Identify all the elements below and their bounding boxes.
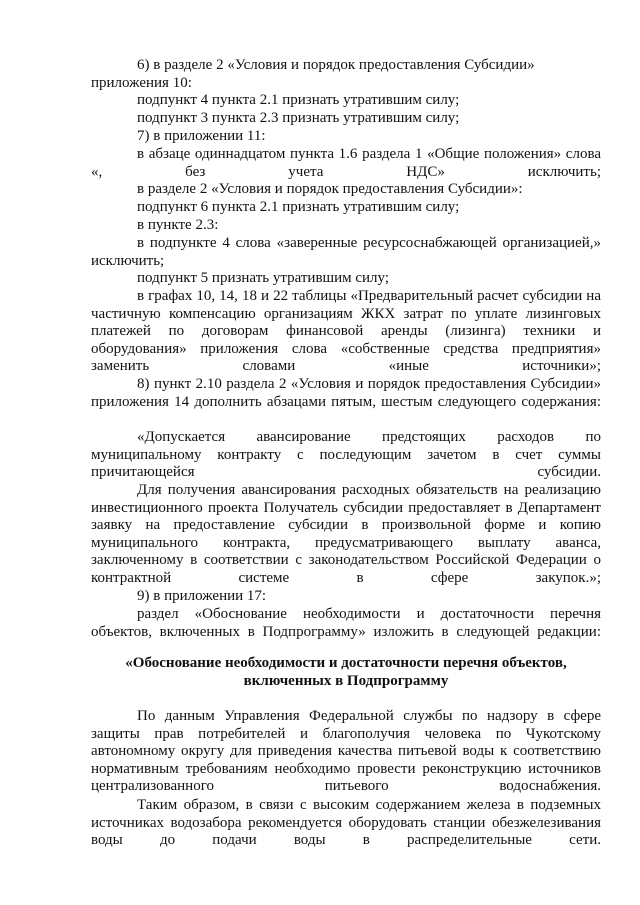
paragraph-advance-procedure: Для получения авансирования расходных обязательств на реализацию инвестиционного проекта Получатель субсидии предоставляет в Департамент заявку на предоставление субсидии в произвольной форме и копию муниципального контракта, предусматривающего выплату аванса, заключенному в соответствии с законодательством Российской Федерации о контрактной системе в сфере закупок.»; bbox=[91, 482, 601, 586]
paragraph-point-2-3: в пункте 2.3: bbox=[137, 217, 219, 233]
paragraph-section2-conditions: в разделе 2 «Условия и порядок предоставления Субсидии»: bbox=[137, 181, 523, 197]
paragraph-subpoint-4-2-1: подпункт 4 пункта 2.1 признать утратившим силу; bbox=[137, 92, 460, 108]
paragraph-abzac-11: в абзаце одиннадцатом пункта 1.6 раздела 1 «Общие положения» слова «, без учета НДС» исключить; bbox=[91, 146, 601, 180]
paragraph-9-app17: 9) в приложении 17: bbox=[137, 588, 267, 604]
paragraph-subpoint-5: подпункт 5 признать утратившим силу; bbox=[137, 270, 389, 286]
paragraph-6-section2-app10: 6) в разделе 2 «Условия и порядок предоставления Субсидии» приложения 10: bbox=[91, 57, 535, 91]
paragraph-7-app11: 7) в приложении 11: bbox=[137, 128, 266, 144]
body-paragraph-rospotrebnadzor: По данным Управления Федеральной службы по надзору в сфере защиты прав потребителей и благополучия человека по Чукотскому автономному округу для приведения качества питьевой воды к соответствию нормативным требованиям необходимо провести реконструкцию источников централизованного питьевого водоснабжения. bbox=[91, 708, 601, 795]
paragraph-table-columns: в графах 10, 14, 18 и 22 таблицы «Предварительный расчет субсидии на частичную компенсацию организациям ЖКХ затрат по уплате лизинговых платежей по договорам финансовой аренды (лизинга) техники и оборудования» приложения слова «собственные средства предприятия» заменить словами «иные источники»; bbox=[91, 288, 601, 375]
paragraph-8-point-2-10: 8) пункт 2.10 раздела 2 «Условия и порядок предоставления Субсидии» приложения 14 дополнить абзацами пятым, шестым следующего содержания: bbox=[91, 376, 601, 410]
paragraph-subpoint-6-2-1: подпункт 6 пункта 2.1 признать утратившим силу; bbox=[137, 199, 460, 215]
body-paragraph-iron-removal: Таким образом, в связи с высоким содержанием железа в подземных источниках водозабора рекомендуется оборудовать станции обезжелезивания воды до подачи воды в распределительные сети. bbox=[91, 797, 601, 849]
paragraph-subpoint-4-words: в подпункте 4 слова «заверенные ресурсоснабжающей организацией,» исключить; bbox=[91, 235, 601, 269]
paragraph-advance-allowed: «Допускается авансирование предстоящих расходов по муниципальному контракту с последующим зачетом в счет суммы причитающейся субсидии. bbox=[91, 429, 601, 481]
paragraph-subpoint-3-2-3: подпункт 3 пункта 2.3 признать утратившим силу; bbox=[137, 110, 460, 126]
paragraph-section-justification: раздел «Обоснование необходимости и достаточности перечня объектов, включенных в Подпрограмму» изложить в следующей редакции: bbox=[91, 606, 601, 640]
section-heading: «Обоснование необходимости и достаточности перечня объектов, включенных в Подпрограмму bbox=[125, 655, 567, 689]
